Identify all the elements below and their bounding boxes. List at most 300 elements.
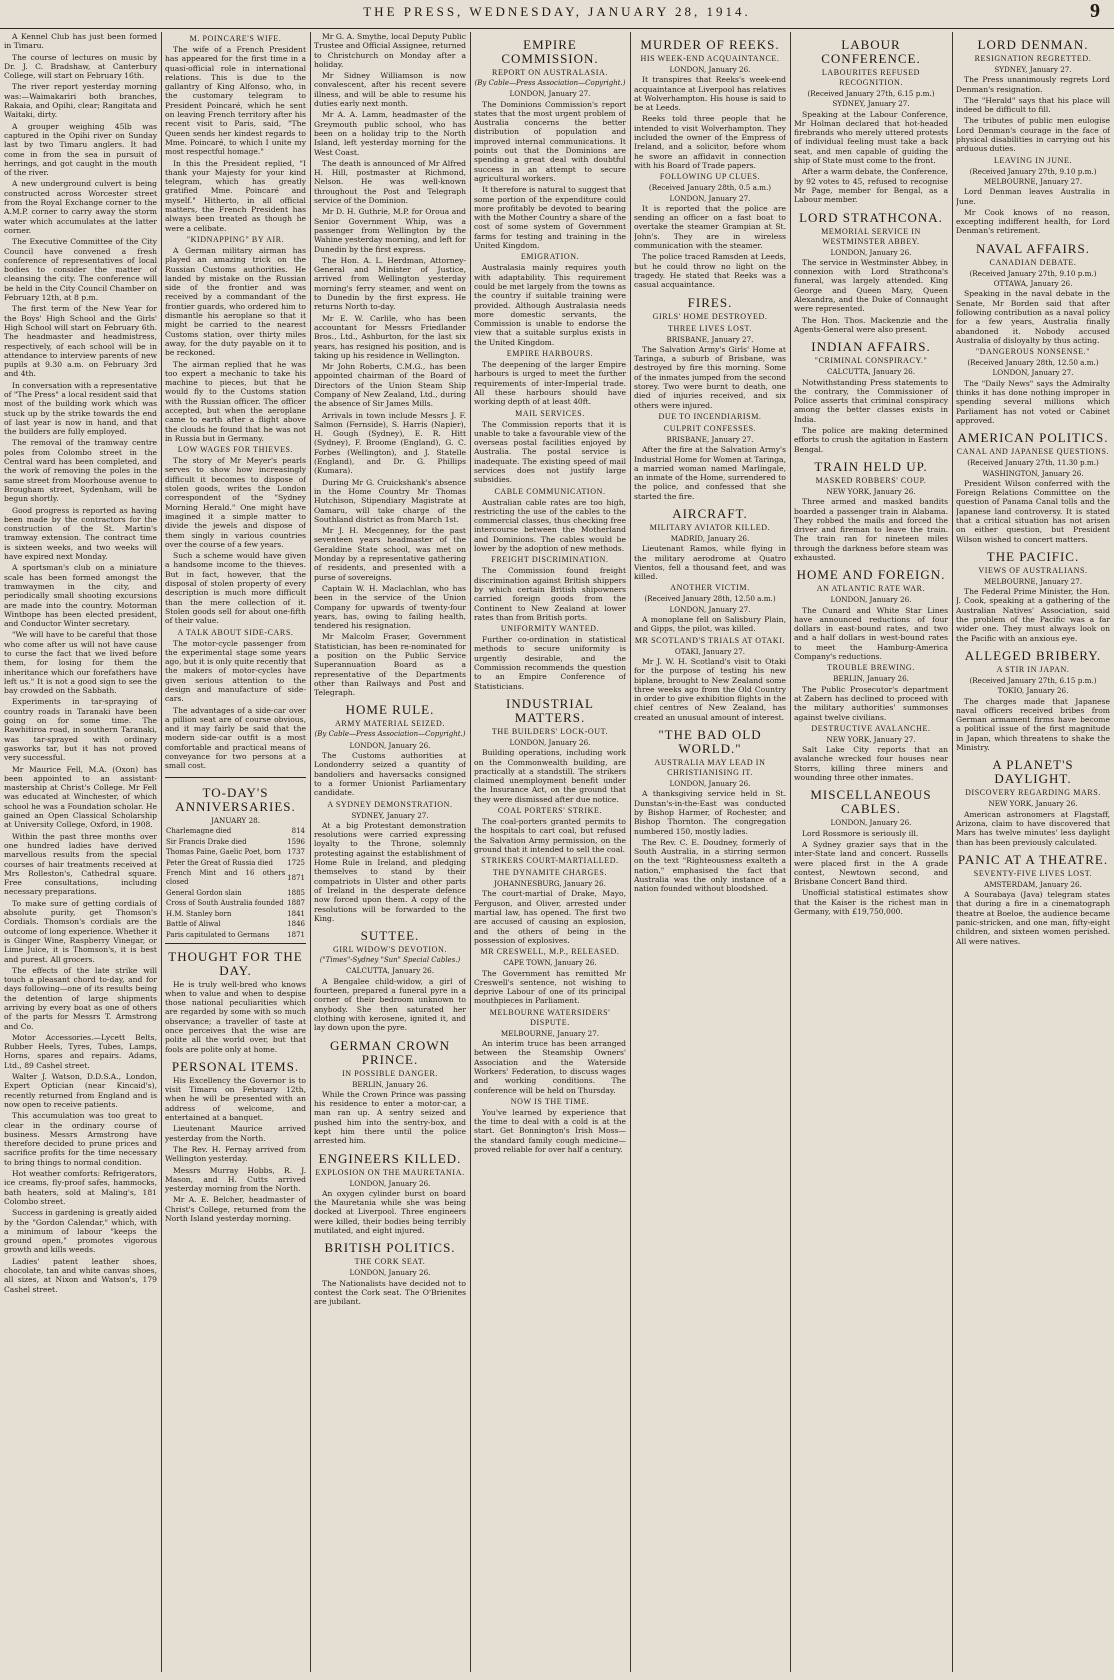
masthead bbox=[0, 0, 1114, 29]
column-rule bbox=[470, 32, 471, 1672]
paragraph: The service in Westminster Abbey, in connexion with Lord Strathcona's funeral, was largely attended. King George and Queen Mary, Queen Alexandra, and the Duke of Connaught were represented. bbox=[794, 257, 948, 314]
dateline: AMSTERDAM, January 26. bbox=[984, 879, 1082, 889]
paragraph: After a warm debate, the Conference, by 92 votes to 45, refused to recognise Mr Page, member for Bengal, as a Labour member. bbox=[794, 167, 948, 205]
article-body bbox=[956, 187, 1110, 235]
anniversary-year: 1737 bbox=[287, 848, 305, 857]
paragraph: Success in gardening is greatly aided by the "Gordon Calendar," which, with a minimum of labour "keeps the ground open," promotes vigorous growth and kills weeds. bbox=[4, 1208, 157, 1255]
subheading: A SYDNEY DEMONSTRATION. bbox=[327, 799, 453, 809]
column-rule bbox=[952, 32, 953, 1672]
article-body bbox=[956, 289, 1110, 345]
paragraph: While the Crown Prince was passing his residence to enter a motor-car, a man ran up. A sentry seized and pushed him into the sentry-box, and kept him there until the police arrested him. bbox=[314, 1089, 466, 1146]
article-body bbox=[794, 685, 948, 722]
dateline: LONDON, January 26. bbox=[509, 737, 591, 747]
anniversary-year: 1871 bbox=[287, 930, 305, 939]
paragraph: The course of lectures on music by Dr. J. C. Bradshaw, at Canterbury College, will start on February 16th. bbox=[4, 52, 157, 81]
received-time: (Received January 27th, 6.15 p.m.) bbox=[969, 675, 1097, 685]
article-body bbox=[794, 745, 948, 782]
dateline: NEW YORK, January 27. bbox=[826, 734, 916, 744]
article-heading: "KIDNAPPING" BY AIR. bbox=[186, 234, 285, 244]
subheading: RESIGNATION REGRETTED. bbox=[974, 54, 1092, 63]
article-body bbox=[474, 969, 626, 1006]
paragraph: "We will have to be careful that those who come after us will not have cause to curse the fact that we lived before them, for losing for them the inheritance which our forefathers have left us." It is not a good sign to see the bay crowded on the Sabbath. bbox=[4, 630, 157, 696]
anniversary-event: H.M. Stanley born bbox=[166, 909, 232, 918]
article-body bbox=[474, 1039, 626, 1095]
subheading: MR CRESWELL, M.P., RELEASED. bbox=[480, 947, 620, 957]
paragraph: A thanksgiving service held in St. Dunstan's-in-the-East was conducted by Bishop Harmer, of Rochester, and Bishop Thornton. The congregation numbered 150, mostly ladies. bbox=[634, 789, 786, 836]
paragraph: Further co-ordination in statistical methods to secure uniformity is urgently desirable, and the Commission recommends the question to an Empire Conference of Statisticians. bbox=[474, 635, 626, 691]
subheading: MEMORIAL SERVICE IN WESTMINSTER ABBEY. bbox=[821, 226, 921, 246]
dateline: OTAKI, January 27. bbox=[674, 646, 746, 656]
paragraph: The Salvation Army's Girls' Home at Taringa, a suburb of Brisbane, was destroyed by fire this morning. Some of the inmates jumped from the second storey. Two were burnt to death, one died of injuries received, and six others were injured. bbox=[634, 344, 786, 410]
anniversary-event: French Mint and 16 others closed bbox=[166, 869, 286, 886]
article-body bbox=[794, 378, 948, 454]
column-3 bbox=[314, 32, 466, 1672]
paragraph: Mr G. A. Smythe, local Deputy Public Trustee and Official Assignee, returned to Christchurch on Monday after a holiday. bbox=[314, 32, 466, 69]
section-heading: HOME AND FOREIGN. bbox=[796, 567, 946, 583]
article-body bbox=[634, 789, 786, 893]
subheading: GIRL WIDOW'S DEVOTION. bbox=[333, 945, 447, 955]
section-heading: TRAIN HELD UP. bbox=[814, 458, 928, 474]
subheading: HIS WEEK-END ACQUAINTANCE. bbox=[640, 54, 780, 63]
dateline: LONDON, January 27. bbox=[669, 604, 751, 614]
subheading: EMIGRATION. bbox=[520, 252, 580, 262]
dateline: BRISBANE, January 27. bbox=[666, 434, 754, 444]
paragraph: Lieutenant Maurice arrived yesterday from the North. bbox=[165, 1124, 306, 1143]
paragraph: Lord Rossmore is seriously ill. bbox=[802, 828, 919, 838]
paragraph: After the fire at the Salvation Army's Industrial Home for Women at Taringa, a married woman named Marlingale, an inmate of the Home, surrendered to the police, and confessed that she started the fire. bbox=[634, 445, 786, 501]
dateline: LONDON, January 27. bbox=[992, 368, 1074, 378]
paragraph: Ladies' patent leather shoes, chocolate, tan and white canvas shoes, all sizes, at Nixon and Watson's, 179 Cashel street. bbox=[4, 1256, 157, 1294]
paragraph: The Executive Committee of the City Council have convened a fresh conference of representatives of local bodies to consider the matter of cleansing the city. The conference will be held in the City Council Chamber on February 12th, at 8 p.m. bbox=[4, 237, 157, 303]
section-heading: "THE BAD OLD WORLD." bbox=[658, 727, 762, 757]
dateline: MELBOURNE, January 27. bbox=[500, 1028, 600, 1038]
paragraph: Mr John Roberts, C.M.G., has been appointed chairman of the Board of Directors of the Union Steam Ship Company of New Zealand, Ltd., during the absence of Sir James Mills. bbox=[314, 362, 466, 409]
dateline: MELBOURNE, January 27. bbox=[983, 576, 1083, 586]
subheading: "DANGEROUS NONSENSE." bbox=[975, 347, 1091, 357]
anniversary-year: 814 bbox=[291, 826, 305, 835]
paragraph: Building operations, including work on the Commonwealth building, are practically at a standstill. The strikers claimed unemployment benefit under the Insurance Act, on the ground that they were dismissed after due notice. bbox=[474, 748, 626, 804]
subheading: AN ATLANTIC RATE WAR. bbox=[816, 584, 926, 594]
article-body bbox=[314, 821, 466, 923]
paragraph: It is reported that the police are sending an officer on a fast boat to overtake the steamer Grampian at St. John's. They are in wireless communication with the steamer. bbox=[634, 203, 786, 251]
subheading: LEAVING IN JUNE. bbox=[993, 155, 1073, 165]
paragraph: The "Herald" says that his place will indeed be difficult to fill. bbox=[956, 95, 1110, 115]
dateline: CALCUTTA, January 26. bbox=[345, 966, 435, 976]
section-heading: ENGINEERS KILLED. bbox=[318, 1150, 462, 1166]
anniversary-year: 1725 bbox=[287, 858, 305, 867]
dateline: LONDON, January 26. bbox=[830, 247, 912, 257]
page-number: 9 bbox=[1090, 0, 1100, 22]
article-body bbox=[165, 456, 306, 625]
anniversary-row bbox=[165, 868, 306, 887]
anniversary-year: 1871 bbox=[287, 873, 305, 882]
paragraph: Good progress is reported as having been made by the contractors for the construction of the St. Martin's tramway extension. The contract time is sixteen weeks, and two weeks will have expired next Monday. bbox=[4, 505, 157, 562]
dateline: LONDON, January 26. bbox=[349, 740, 431, 750]
dateline: LONDON, January 26. bbox=[349, 1268, 431, 1278]
anniversary-event: Battle of Aliwal bbox=[166, 920, 221, 929]
paragraph: Mr J. H. Mecgenney, for the past seventeen years headmaster of the Geraldine State school, was met on Monday by a representative gathering of residents, and presented with a purse of sovereigns. bbox=[314, 526, 466, 582]
section-heading: SUTTEE. bbox=[360, 928, 420, 944]
dateline: LONDON, January 26. bbox=[669, 779, 751, 789]
section-heading: MISCELLANEOUS CABLES. bbox=[810, 787, 932, 817]
anniversary-event: Charlemagne died bbox=[166, 826, 232, 835]
paragraph: In conversation with a representative of "The Press" a local resident said that most of the building work which was stuck up by the strike towards the end of last year is now in hand, and that the builders are fully employed. bbox=[4, 380, 157, 437]
section-heading: ALLEGED BRIBERY. bbox=[964, 647, 1102, 663]
article-body bbox=[794, 497, 948, 562]
section-heading: AMERICAN POLITICS. bbox=[957, 430, 1109, 446]
article-body bbox=[314, 751, 466, 797]
dateline: BRISBANE, January 27. bbox=[666, 334, 754, 344]
dateline: LONDON, January 26. bbox=[669, 65, 751, 74]
anniversaries-date: JANUARY 28. bbox=[210, 815, 261, 825]
anniversary-event: Sir Francis Drake died bbox=[166, 837, 247, 846]
article-body bbox=[165, 639, 306, 771]
section-heading: EMPIRE COMMISSION. bbox=[501, 37, 599, 66]
paragraph: The removal of the tramway centre poles from Colombo street in the Central ward has been completed, and the work of removing the poles in the same street from Moorhouse avenue to Brougham street, Sydenham, will be begun shortly. bbox=[4, 438, 157, 504]
paragraph: The river report yesterday morning was:—Waimakariri both branches, Rakaia, and Opihi, clear; Rangitata and Waitaki, dirty. bbox=[4, 82, 157, 120]
paragraph: American astronomers at Flagstaff, Arizona, claim to have discovered that Mars has twelve minutes' less daylight than has been previously calculated. bbox=[956, 809, 1110, 847]
paragraph: Mr Cook knows of no reason, excepting indifferent health, for Lord Denman's retirement. bbox=[956, 207, 1110, 236]
paragraph: The police traced Ramsden at Leeds, but he could throw no light on the tragedy. He stated that Reeks was a casual acquaintance. bbox=[634, 252, 786, 290]
section-heading: NAVAL AFFAIRS. bbox=[976, 240, 1090, 256]
paragraph: The Press unanimously regrets Lord Denman's resignation. bbox=[956, 75, 1110, 94]
paragraph: Hot weather comforts: Refrigerators, ice creams, fly-proof safes, hammocks, bath heaters, sold at Maling's, 181 Colombo street. bbox=[4, 1169, 157, 1206]
paragraph: Three armed and masked bandits boarded a passenger train in Alabama. They robbed the mails and forced the driver and fireman to leave the train. The train ran for nineteen miles through the darkness before steam was exhausted. bbox=[794, 497, 948, 562]
received-time: (Received January 27th, 11.30 p.m.) bbox=[967, 458, 1099, 468]
article-body bbox=[165, 1076, 306, 1223]
subheading: IN POSSIBLE DANGER. bbox=[341, 1068, 439, 1078]
paragraph: Mr E. W. Carlile, who has been accountant for Messrs Friedlander Bros., Ltd., Ashburton, for the last six years, has resigned his position, and is taking up his residence in Wellington. bbox=[314, 313, 466, 360]
dateline: LONDON, January 26. bbox=[830, 818, 912, 828]
article-body bbox=[794, 110, 948, 205]
subheading: SEVENTY-FIVE LIVES LOST. bbox=[973, 868, 1093, 878]
article-body bbox=[634, 75, 786, 170]
article-body bbox=[474, 635, 626, 691]
subheading: THE BUILDERS' LOCK-OUT. bbox=[491, 726, 609, 736]
paragraph: During Mr G. Cruickshank's absence in the Home Country Mr Thomas Hutchison, Stipendiary Magistrate at Oamaru, will take charge of the Southland district as from March 1st. bbox=[314, 477, 466, 524]
article-body bbox=[314, 977, 466, 1033]
paragraph: Salt Lake City reports that an avalanche wrecked four houses near Storrs, killing three miners and wounding three other inmates. bbox=[794, 745, 948, 783]
subheading: EMPIRE HARBOURS. bbox=[506, 349, 594, 359]
paragraph: The motor-cycle passenger from the experimental stage some years ago, but it is only quite recently that the makers of motor-cycles have given serious attention to the design and manufacture of side-cars. bbox=[165, 638, 306, 704]
paragraph: President Wilson conferred with the Foreign Relations Committee on the question of Panama Canal tolls and the Japanese land controversy. It is stated that a critical situation has not arisen on either question, but President Wilson wished to concert matters. bbox=[956, 478, 1110, 544]
subheading: CANADIAN DEBATE. bbox=[989, 257, 1077, 267]
paragraph: Within the past three months over one hundred ladies have derived marvellous results from the special courses of hair treatments received at Mrs Rolleston's, Cathedral square. Free consultations, including necessary preparations. bbox=[4, 831, 157, 897]
dateline: BERLIN, January 26. bbox=[352, 1079, 428, 1089]
paragraph: Experiments in tar-spraying of country roads in Taranaki have been going on for some time. The Rawhitiroa road, in southern Taranaki, was tar-sprayed with ordinary gasworks tar, but it has not proved very successful. bbox=[4, 697, 157, 763]
subheading: REPORT ON AUSTRALASIA. bbox=[492, 68, 608, 77]
section-heading: THE PACIFIC. bbox=[986, 548, 1080, 564]
article-body bbox=[634, 445, 786, 501]
article-body bbox=[474, 889, 626, 945]
received-time: (Received January 27th, 6.15 p.m.) bbox=[807, 89, 935, 98]
article-body bbox=[474, 263, 626, 347]
paragraph: The advantages of a side-car over a pillion seat are of course obvious, and it may fairly be said that the modern side-car outfit is a most comfortable and practical means of conveyance for two persons at a small cost. bbox=[165, 705, 306, 771]
article-body bbox=[634, 345, 786, 410]
article-body bbox=[634, 204, 786, 290]
dateline: SYDNEY, January 27. bbox=[994, 65, 1072, 74]
subheading: CULPRIT CONFESSES. bbox=[663, 423, 757, 433]
dateline: MADRID, January 26. bbox=[670, 533, 750, 543]
subheading: UNIFORMITY WANTED. bbox=[500, 624, 600, 634]
paragraph: An oxygen cylinder burst on board the Mauretania while she was being docked at Liverpool. Three engineers were killed, their bodies being terribly mutilated, and eight injured. bbox=[314, 1188, 466, 1236]
column-7 bbox=[956, 32, 1110, 1672]
anniversary-row bbox=[165, 837, 306, 848]
section-heading: A PLANET'S DAYLIGHT. bbox=[992, 757, 1074, 787]
column-rule bbox=[310, 32, 311, 1672]
paragraph: Speaking in the naval debate in the Senate, Mr Borden said that after following contribution as a naval policy for a few years, Australia finally abandoned it. Nobody accused Australia of disloyalty by thus acting. bbox=[956, 289, 1110, 345]
paragraph: An interim truce has been arranged between the Steamship Owners' Association and the Waterside Workers' Federation, to discuss wages and working conditions. The conference will be held on Thursday. bbox=[474, 1039, 626, 1095]
subheading: CANAL AND JAPANESE QUESTIONS. bbox=[956, 447, 1110, 457]
subheading: ARMY MATERIAL SEIZED. bbox=[334, 719, 445, 729]
article-body bbox=[956, 810, 1110, 847]
paragraph: Mr Maurice Fell, M.A. (Oxon) has been appointed to an assistant-mastership at Christ's College. Mr Fell was educated at Winchester, of which school he was a Foundation scholar. He gained an Open Classical Scholarship at University College, Oxford, in 1908. bbox=[4, 764, 157, 830]
section-heading: LORD DENMAN. bbox=[977, 37, 1089, 52]
subheading: THREE LIVES LOST. bbox=[667, 323, 753, 333]
subheading: COAL PORTERS' STRIKE. bbox=[497, 806, 603, 815]
subheading: "CRIMINAL CONSPIRACY." bbox=[814, 356, 928, 366]
paragraph: The Nationalists have decided not to contest the Cork seat. The O'Brienites are jubilant. bbox=[314, 1278, 466, 1307]
paragraph: Lord Denman leaves Australia in June. bbox=[956, 187, 1110, 206]
subheading: MILITARY AVIATOR KILLED. bbox=[649, 522, 771, 532]
dateline: CALCUTTA, January 26. bbox=[826, 367, 916, 377]
personal-items-cont bbox=[314, 32, 466, 697]
section-heading: HOME RULE. bbox=[345, 702, 435, 718]
anniversaries-box bbox=[165, 777, 306, 944]
received-time: (Received January 28th, 0.5 a.m.) bbox=[648, 183, 772, 193]
paragraph: The Commission found freight discrimination against British shippers by which certain British shipowners carried foreign goods from the Continent to New Zealand at lower rates than from British ports. bbox=[474, 566, 626, 622]
paragraph: The court-martial of Drake, Mayo, Ferguson, and Oliver, arrested under martial law, has opened. The first two are accused of causing an explosion, and the others of being in the possession of explosives. bbox=[474, 889, 626, 945]
article-body bbox=[165, 246, 306, 443]
subheading: FOLLOWING UP CLUES. bbox=[659, 172, 761, 182]
article-body bbox=[314, 1279, 466, 1307]
paragraph: Mr Malcolm Fraser, Government Statistician, has been re-nominated for a position on the Public Service Superannuation Board as a representative of the Departments other than Railways and Post and Telegraph. bbox=[314, 632, 466, 698]
anniversary-year: 1841 bbox=[287, 909, 305, 918]
paragraph: A new underground culvert is being constructed across Worcester street from the Royal Exchange corner to the A.M.P. corner to carry away the storm water which accumulates at the latter corner. bbox=[4, 179, 157, 235]
paragraph: Notwithstanding Press statements to the contrary, the Commissioner of Police asserts that criminal conspiracy among the better classes exists in India. bbox=[794, 377, 948, 424]
masthead-title: THE PRESS, WEDNESDAY, JANUARY 28, 1914. bbox=[363, 4, 751, 19]
column-2 bbox=[165, 32, 306, 1672]
paragraph: This accumulation was too great to clear in the ordinary course of business. Messrs Armstrong have therefore decided to prune prices and sacrifice profits for the time necessary to bring things to normal condition. bbox=[4, 1111, 157, 1167]
article-body bbox=[794, 606, 948, 662]
dateline: NEW YORK, January 26. bbox=[988, 799, 1078, 809]
dateline: TOKIO, January 26. bbox=[997, 686, 1069, 696]
paragraph: The Cunard and White Star Lines have announced reductions of four dollars in east-bound rates, and two and a half dollars in west-bound rates to meet the Hamburg-America Company's reductions. bbox=[794, 605, 948, 662]
dateline: LONDON, January 27. bbox=[669, 193, 751, 203]
article-body bbox=[474, 1108, 626, 1154]
paragraph: A grouper weighing 45lb was captured in the Opihi river on Sunday last by two Timaru anglers. It had come in from the sea in pursuit of herrings, and got caught in the mouth of the river. bbox=[4, 121, 157, 178]
cable-source: (By Cable—Press Association—Copyright.) bbox=[474, 79, 626, 87]
paragraph: Mr Sidney Williamson is now convalescent, after his recent severe illness, and will be able to resume his duties early next month. bbox=[314, 71, 466, 109]
paragraph: Reeks told three people that he intended to visit Wolverhampton. They included the owner of the Empress of Ireland, and a solicitor, before whom he swore an affidavit in connection with his Board of Trade papers. bbox=[634, 114, 786, 170]
article-body bbox=[474, 566, 626, 622]
section-heading: LABOUR CONFERENCE. bbox=[821, 37, 921, 66]
article-body bbox=[314, 1189, 466, 1235]
article-body bbox=[474, 748, 626, 804]
dateline: NEW YORK, January 26. bbox=[826, 486, 916, 496]
paragraph: The Federal Prime Minister, the Hon. J. Cook, speaking at a gathering of the Australian Natives' Association, said the problem of the Pacific was a far wider one. They must always look on the Pacific with an anxious eye. bbox=[956, 587, 1110, 643]
article-body bbox=[956, 379, 1110, 425]
dateline: SYDNEY, January 27. bbox=[351, 810, 429, 820]
article-body bbox=[474, 360, 626, 406]
article-body bbox=[956, 697, 1110, 753]
paragraph: The Commission reports that it is unable to take a favourable view of the overseas postal facilities enjoyed by Australia. The postal service is inadequate. The existing speed of mail services does not justify large subsidies. bbox=[474, 419, 626, 485]
anniversary-year: 1596 bbox=[287, 837, 305, 846]
subheading: MR SCOTLAND'S TRIALS AT OTAKI. bbox=[634, 635, 786, 645]
paragraph: The wife of a French President has appeared for the first time in a quasi-official role in international relations. This is due to the gallantry of King Alfonso, who, in the customary telegram to President Poincaré, which he sent on leaving French territory after his recent visit to Paris, said, "The Queen sends her kindest regards to Mme. Poincaré, to which I unite my most respectful homage." bbox=[165, 45, 306, 157]
column-rule bbox=[630, 32, 631, 1672]
paragraph: The Rev. H. Fernay arrived from Wellington yesterday. bbox=[165, 1144, 306, 1164]
paragraph: The Public Prosecutor's department at Zabern has declined to proceed with the military authorities' summonses against twelve civilians. bbox=[794, 684, 948, 722]
paragraph: The Hon. A. L. Herdman, Attorney-General and Minister of Justice, arrived from Wellington yesterday morning's ferry steamer, and went on to Dunedin by the first express. He returns North to-day. bbox=[314, 255, 466, 312]
subheading: ANOTHER VICTIM. bbox=[670, 583, 750, 593]
dateline: LONDON, January 26. bbox=[830, 595, 912, 605]
received-time: (Received January 28th, 12.50 a.m.) bbox=[967, 358, 1099, 368]
paragraph: The Customs authorities at Londonderry seized a quantity of bandoliers and haversacks consigned to a former Unionist Parliamentary candidate. bbox=[314, 751, 466, 798]
news-briefs bbox=[4, 32, 157, 1294]
article-body bbox=[474, 817, 626, 854]
paragraph: It therefore is natural to suggest that some portion of the expenditure could more profitably be devoted to bearing with the Mother Country a share of the cost of some system of Government farms for testing and training in the United Kingdom. bbox=[474, 185, 626, 251]
subheading: VIEWS OF AUSTRALIANS. bbox=[978, 565, 1088, 575]
anniversary-row bbox=[165, 898, 306, 909]
paragraph: Unofficial statistical estimates show that the Kaiser is the richest man in Germany, with £19,750,000. bbox=[794, 888, 948, 916]
paragraph: A Bengalee child-widow, a girl of fourteen, prepared a funeral pyre in a corner of their bedroom unknown to anybody. She then saturated her clothing with kerosene, ignited it, and lay down upon the pyre. bbox=[314, 976, 466, 1033]
paragraph: Speaking at the Labour Conference, Mr Holman declared that hot-headed firebrands who merely uttered protests of individual feeling must take a back seat, and men capable of guiding the ship of State must come to the front. bbox=[794, 109, 948, 166]
article-body bbox=[956, 479, 1110, 544]
subheading: DESTRUCTIVE AVALANCHE. bbox=[811, 723, 931, 733]
paragraph: The Hon. Thos. Mackenzie and the Agents-General were also present. bbox=[794, 315, 948, 334]
paragraph: Australasia mainly requires youth with adaptability. This requirement could be met largely from the towns as the country if suitable training were provided. Although Australasia needs more domestic servants, the Commission is unable to endorse the view that a suitable surplus exists in the United Kingdom. bbox=[474, 263, 626, 347]
anniversary-event: General Gordon slain bbox=[166, 888, 242, 897]
anniversary-year: 1887 bbox=[287, 899, 305, 908]
subheading: MAIL SERVICES. bbox=[515, 408, 585, 418]
paragraph: Mr A. E. Belcher, headmaster of Christ's College, returned from the North Island yesterday morning. bbox=[165, 1195, 306, 1224]
paragraph: A German military airman has played an amazing trick on the Russian Customs authorities. He landed by mistake on the Russian side of the frontier and was received by a commandant of the frontier guards, who ordered him to dismantle his aeroplane so that it might be carried to the nearest Customs station, over thirty miles away, for the duty payable on it to be reckoned. bbox=[165, 245, 306, 358]
anniversary-row bbox=[165, 858, 306, 869]
paragraph: Messrs Murray Hobbs, R. J. Mason, and H. Cutts arrived yesterday morning from the North. bbox=[165, 1165, 306, 1194]
dateline: SYDNEY, January 27. bbox=[832, 99, 910, 109]
section-heading: GERMAN CROWN PRINCE. bbox=[330, 1037, 450, 1067]
subheading: STRIKERS COURT-MARTIALLED. bbox=[481, 856, 619, 866]
article-body bbox=[956, 75, 1110, 153]
section-heading: MURDER OF REEKS. bbox=[640, 37, 780, 52]
column-rule bbox=[790, 32, 791, 1672]
subheading: GIRLS' HOME DESTROYED. bbox=[652, 311, 768, 321]
subheading: CABLE COMMUNICATION. bbox=[494, 486, 606, 496]
subheading: THE CORK SEAT. bbox=[354, 1257, 426, 1267]
paragraph: The effects of the late strike will touch a pleasant chord to-day, and for days following—one of its results being the detention of large shipments arriving by every boat as one of others of the parts for Messrs T. Armstrong and Co. bbox=[4, 965, 157, 1031]
article-body bbox=[314, 1090, 466, 1146]
paragraph: He is truly well-bred who knows when to value and when to despise those national peculiarities which are regarded by some with so much observance; a traveller of taste at once perceives that the wise are polite all the world over, but that fools are polite only at home. bbox=[165, 979, 306, 1054]
section-heading: INDIAN AFFAIRS. bbox=[811, 339, 931, 355]
article-body bbox=[474, 100, 626, 251]
section-heading: AIRCRAFT. bbox=[672, 505, 748, 521]
section-heading: BRITISH POLITICS. bbox=[324, 1240, 456, 1256]
paragraph: The deepening of the larger Empire harbours is urged to meet the further requirements of inter-Imperial trade. All these harbours should have working depth of at least 40ft. bbox=[474, 360, 626, 407]
subheading: FREIGHT DISCRIMINATION. bbox=[491, 555, 609, 565]
paragraph: The coal-porters granted permits to the hospitals to cart coal, but refused the Salvation Army permission, on the ground that it intended to sell the coal. bbox=[474, 817, 626, 854]
subheading: MELBOURNE WATERSIDERS' DISPUTE. bbox=[489, 1007, 611, 1027]
received-time: (Received January 27th, 9.10 p.m.) bbox=[969, 268, 1097, 278]
paragraph: The police are making determined efforts to crush the agitation in Eastern Bengal. bbox=[794, 426, 948, 454]
section-heading: TO-DAY'S ANNIVERSARIES. bbox=[175, 784, 296, 814]
cable-source: (By Cable—Press Association—Copyright.) bbox=[314, 730, 466, 739]
paragraph: A monoplane fell on Salisbury Plain, and Gipps, the pilot, was killed. bbox=[634, 615, 786, 634]
article-body bbox=[794, 829, 948, 917]
paragraph: A Kennel Club has just been formed in Timaru. bbox=[4, 32, 157, 51]
anniversary-year: 1846 bbox=[287, 920, 305, 929]
article-heading: LOW WAGES FOR THIEVES. bbox=[177, 445, 294, 455]
subheading: MASKED ROBBERS' COUP. bbox=[815, 475, 927, 485]
anniversary-row bbox=[165, 909, 306, 920]
anniversary-row bbox=[165, 847, 306, 858]
column-1 bbox=[4, 32, 157, 1672]
section-heading: THOUGHT FOR THE DAY. bbox=[168, 948, 303, 978]
section-heading: PERSONAL ITEMS. bbox=[171, 1058, 300, 1074]
anniversary-event: Thomas Paine, Gaelic Poet, born bbox=[166, 848, 282, 857]
anniversary-event: Peter the Great of Russia died bbox=[166, 858, 274, 867]
paragraph: Motor Accessories.—Lycett Belts, Rubber Heels, Tyres, Tubes, Lamps, Horns, spares and repairs. Adams, Ltd., 89 Cashel street. bbox=[4, 1032, 157, 1070]
subheading: DUE TO INCENDIARISM. bbox=[658, 411, 762, 421]
anniversary-event: Paris capitulated to Germans bbox=[166, 930, 270, 939]
paragraph: The first term of the New Year for the Boys' High School and the Girls' High School will start on February 6th. The headmaster and headmistress, respectively, of each school will be in attendance to interview parents of new pupils at 9.30 a.m. on February 3rd and 4th. bbox=[4, 304, 157, 379]
paragraph: To make sure of getting cordials of absolute purity, get Thomson's Cordials. Thomson's cordials are the outcome of long experience. Whether it is Ginger Wine, Raspberry Vinegar, or Lime Juice, it is Thomson's, it is best and purest. All grocers. bbox=[4, 898, 157, 964]
received-time: (Received January 28th, 12.50 a.m.) bbox=[644, 594, 776, 604]
paragraph: A Sydney grazier says that in the inter-State land and concert. Russells were placed first in the A grade contest, Newtown second, and Brisbane Concert Band third. bbox=[794, 839, 948, 887]
paragraph: A Sourabaya (Java) telegram states that during a fire in a cinematograph theatre at Boeloe, the audience became panic-stricken, and one man, fifty-eight children, and sixteen women perished. All were natives. bbox=[956, 890, 1110, 946]
anniversary-year: 1885 bbox=[287, 888, 305, 897]
subheading: DISCOVERY REGARDING MARS. bbox=[965, 788, 1101, 798]
subheading: A STIR IN JAPAN. bbox=[996, 664, 1070, 674]
article-body bbox=[634, 615, 786, 634]
column-5 bbox=[634, 32, 786, 1672]
paragraph: The tributes of public men eulogise Lord Denman's courage in the face of physical disabilities in carrying out his arduous duties. bbox=[956, 116, 1110, 154]
section-heading: LORD STRATHCONA. bbox=[799, 209, 943, 225]
anniversary-row bbox=[165, 888, 306, 899]
dateline: LONDON, January 26. bbox=[349, 1178, 431, 1188]
article-body bbox=[794, 258, 948, 334]
paragraph: A sportsman's club on a miniature scale has been formed amongst the tramwaymen in the city, and periodically small shooting excursions are made into the country. Motorman Wintbope has been elected president, and Conductor Winter secretary. bbox=[4, 563, 157, 629]
paragraph: The death is announced of Mr Alfred H. Hill, postmaster at Richmond, Nelson. He was well-known throughout the Post and Telegraph service of the Dominion. bbox=[314, 158, 466, 206]
subheading: EXPLOSION ON THE MAURETANIA. bbox=[315, 1167, 465, 1177]
article-body bbox=[165, 980, 306, 1054]
column-6 bbox=[794, 32, 948, 1672]
dateline: OTTAWA, January 26. bbox=[993, 279, 1073, 289]
dateline: CAPE TOWN, January 26. bbox=[503, 958, 597, 968]
anniversary-row bbox=[165, 826, 306, 837]
section-heading: PANIC AT A THEATRE. bbox=[957, 851, 1109, 867]
article-body bbox=[474, 420, 626, 485]
section-heading: FIRES. bbox=[687, 294, 733, 310]
anniversary-row bbox=[165, 930, 306, 941]
anniversary-row bbox=[165, 919, 306, 930]
dateline: LONDON, January 27. bbox=[509, 89, 591, 99]
paragraph: The airman replied that he was too expert a mechanic to take his machine to pieces, but that he would fly to the Customs station with the Russian officer. The officer accepted, but when the aeroplane came to earth after a flight above the clouds he found that he was not in Russia but in Germany. bbox=[165, 359, 306, 443]
column-4 bbox=[474, 32, 626, 1672]
article-body bbox=[956, 587, 1110, 643]
paragraph: The "Daily News" says the Admiralty thinks it has done nothing improper in spending several millions which Parliament has not voted or Cabinet approved. bbox=[956, 378, 1110, 425]
cable-source: ("Times"-Sydney "Sun" Special Cables.) bbox=[319, 956, 461, 965]
subheading: LABOURITES REFUSED RECOGNITION. bbox=[821, 68, 921, 87]
paragraph: At a big Protestant demonstration resolutions were carried expressing loyalty to the Throne, solemnly protesting against the establishment of Home Rule in Ireland, and pledging themselves to stand by their compatriots in Ulster and other parts of Ireland in the desperate defence now forced upon them. A copy of the resolutions will be forwarded to the King. bbox=[314, 820, 466, 923]
paragraph: You've learned by experience that the time to deal with a cold is at the start. Get Bonnington's Irish Moss—the standard family cough medicine—proved reliable for over half a century. bbox=[474, 1107, 626, 1155]
article-body bbox=[474, 498, 626, 554]
paragraph: Such a scheme would have given a handsome income to the thieves. But in fact, however, that the disposal of stolen property of every description is much more difficult than the mere collection of it. Stolen goods sell for about one-fifth of their value. bbox=[165, 551, 306, 626]
subheading: THE DYNAMITE CHARGES. bbox=[492, 868, 608, 878]
subheading: TROUBLE BREWING. bbox=[827, 663, 915, 673]
article-body bbox=[956, 890, 1110, 946]
paragraph: Arrivals in town include Messrs J. F. Salmon (Fernside), S. Harris (Napier), H. Gough (Sydney), E. R. Hitt (Sydney), F. Broome (England), G. C. Forbes (Wellington), and J. Statelle (England), and Dr. G. Phillips (Kumara). bbox=[314, 410, 466, 476]
